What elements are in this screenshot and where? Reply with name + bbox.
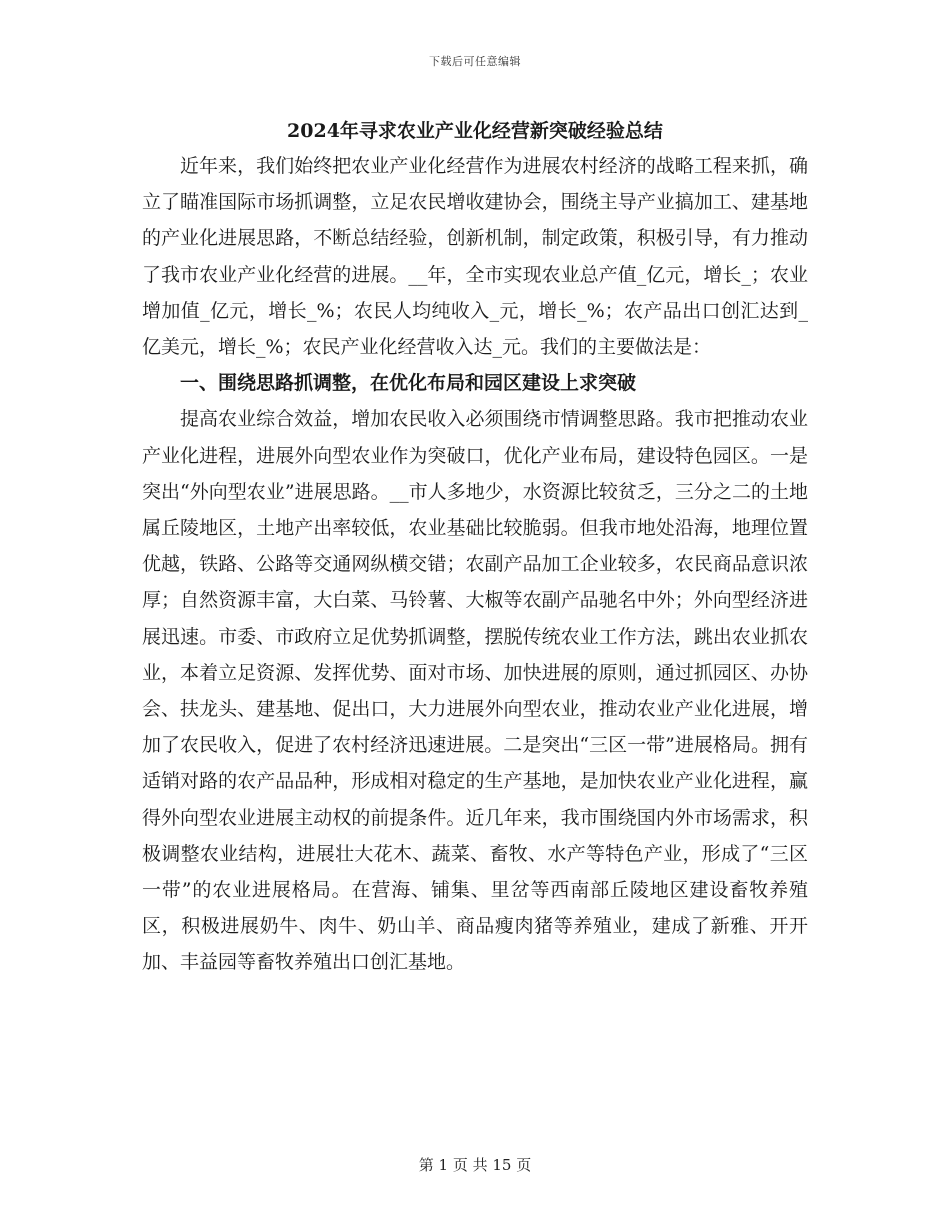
- page-header: 下载后可任意编辑: [429, 55, 521, 68]
- page-footer: 第 1 页 共 15 页: [418, 1156, 532, 1174]
- intro-paragraph: 近年来，我们始终把农业产业化经营作为进展农村经济的战略工程来抓，确立了瞄准国际市场抓调整，立足农民增收建协会，围绕主导产业搞加工、建基地的产业化进展思路，不断总结经验，创新机制，制定政策，积极引导，有力推动了我市农业产业化经营的进展。__年，全市实现农业总产值_亿元，增长_；农业增加值_亿元，增长_%；农民人均纯收入_元，增长_%；农产品出口创汇达到_亿美元，增长_%；农民产业化经营收入达_元。我们的主要做法是：: [142, 155, 808, 359]
- document-body: [142, 148, 808, 981]
- section-paragraph: 提高农业综合效益，增加农民收入必须围绕市情调整思路。我市把推动农业产业化进程，进展外向型农业作为突破口，优化产业布局，建设特色园区。一是突出“外向型农业”进展思路。__市人多地少，水资源比较贫乏，三分之二的土地属丘陵地区，土地产出率较低，农业基础比较脆弱。但我市地处沿海，地理位置优越，铁路、公路等交通网纵横交错；农副产品加工企业较多，农民商品意识浓厚；自然资源丰富，大白菜、马铃薯、大椒等农副产品驰名中外；外向型经济进展迅速。市委、市政府立足优势抓调整，摆脱传统农业工作方法，跳出农业抓农业，本着立足资源、发挥优势、面对市场、加快进展的原则，通过抓园区、办协会、扶龙头、建基地、促出口，大力进展外向型农业，推动农业产业化进展，增加了农民收入，促进了农村经济迅速进展。二是突出“三区一带”进展格局。拥有适销对路的农产品品种，形成相对稳定的生产基地，是加快农业产业化进程，赢得外向型农业进展主动权的前提条件。近几年来，我市围绕国内外市场需求，积极调整农业结构，进展壮大花木、蔬菜、畜牧、水产等特色产业，形成了“三区一带”的农业进展格局。在营海、铺集、里岔等西南部丘陵地区建设畜牧养殖区，积极进展奶牛、肉牛、奶山羊、商品瘦肉猪等养殖业，建成了新雅、开开加、丰益园等畜牧养殖出口创汇基地。: [142, 408, 808, 974]
- section-heading: 一、围绕思路抓调整，在优化布局和园区建设上求突破: [180, 372, 637, 395]
- document-title: 2024年寻求农业产业化经营新突破经验总结: [287, 120, 663, 142]
